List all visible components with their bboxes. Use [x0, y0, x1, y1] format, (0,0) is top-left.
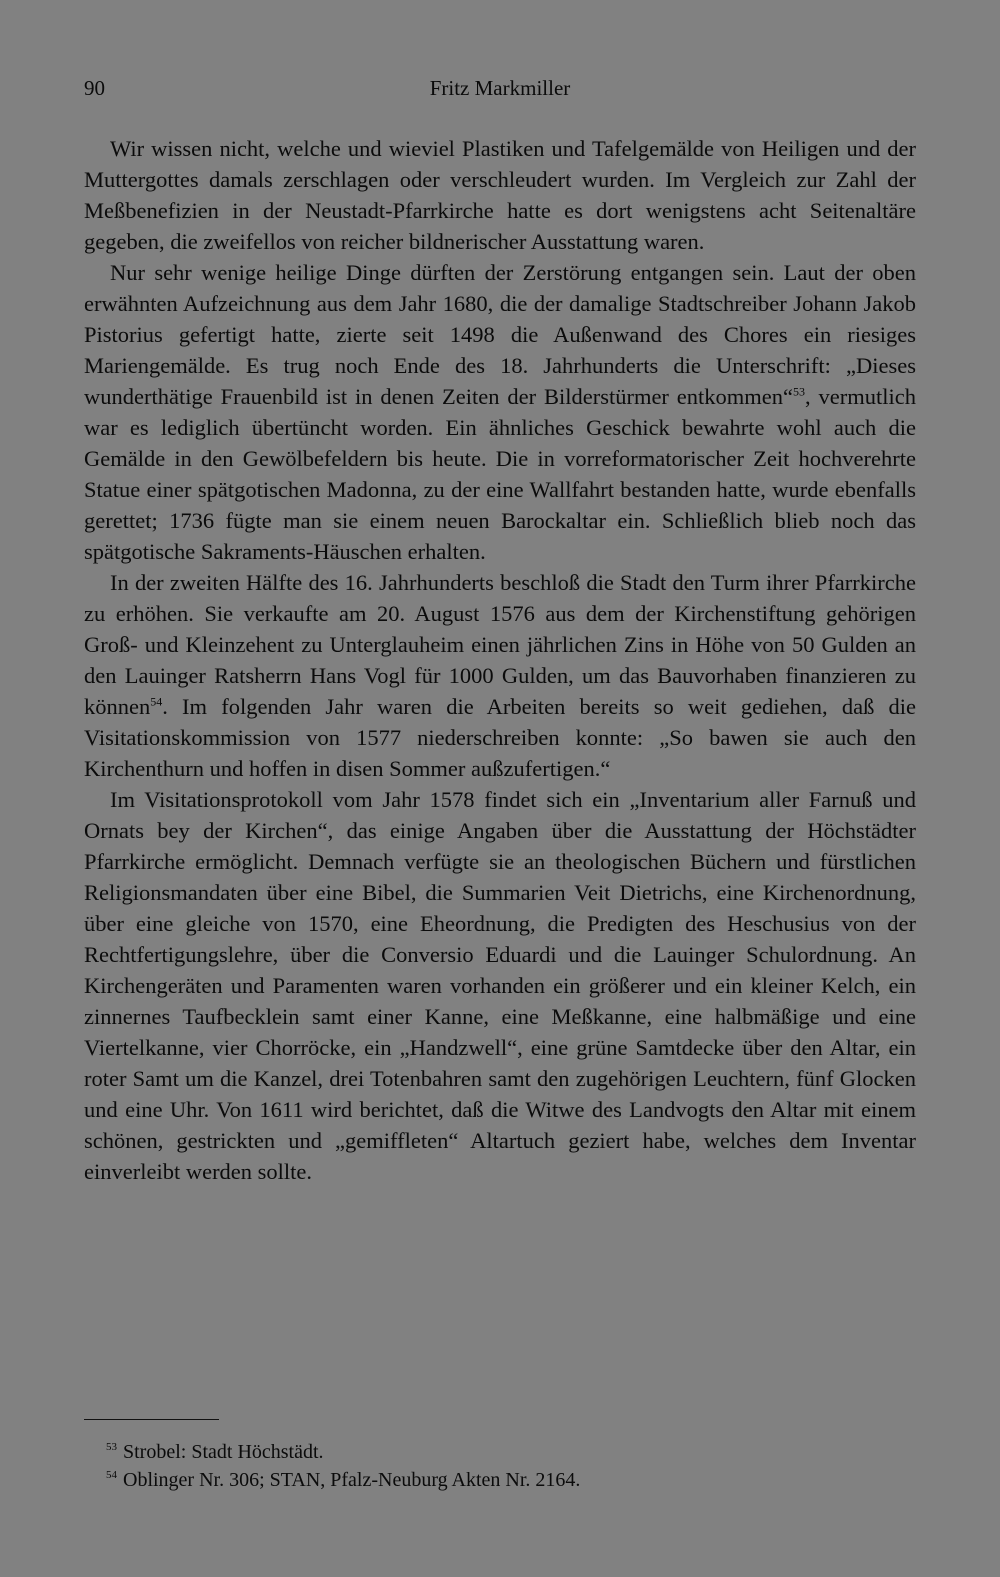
paragraph-2	[84, 257, 916, 567]
footnote-54	[106, 1466, 906, 1494]
paragraph-1: Wir wissen nicht, welche und wieviel Plastiken und Tafelgemälde von Heiligen und der Muttergottes damals zerschlagen oder verschleudert wurden. Im Vergleich zur Zahl der Meßbenefizien in der Neustadt-Pfarrkirche hatte es dort wenigstens acht Seitenaltäre gegeben, die zweifellos von reicher bildnerischer Ausstattung waren.	[84, 136, 916, 254]
footnote-mark: 54	[106, 1469, 117, 1482]
page-header	[84, 76, 916, 106]
footnote-separator	[84, 1419, 219, 1420]
footnote-text: Strobel: Stadt Höchstädt.	[123, 1441, 324, 1463]
body-text	[84, 133, 916, 1187]
page-number: 90	[84, 76, 105, 100]
footnote-ref-53: 53	[793, 384, 806, 399]
paragraph-2-text-a: Nur sehr wenige heilige Dinge dürften der Zerstörung entgangen sein. Laut der oben erwähnten Aufzeichnung aus dem Jahr 1680, die der damalige Stadtschreiber Johann Jakob Pistorius gefertigt hatte, zierte seit 1498 die Außenwand des Chores ein riesiges Mariengemälde. Es trug noch Ende des 18. Jahrhunderts die Unterschrift: „Dieses wunderthätige Frauenbild ist in denen Zeiten der Bilderstürmer entkommen“	[84, 260, 916, 409]
paragraph-3	[84, 567, 916, 784]
running-head: Fritz Markmiller	[429, 76, 571, 100]
footnote-text: Oblinger Nr. 306; STAN, Pfalz-Neuburg Akten Nr. 2164.	[123, 1469, 581, 1491]
paragraph-3-text-b: . Im folgenden Jahr waren die Arbeiten bereits so weit gediehen, daß die Visitationskommission von 1577 niederschreiben konnte: „So bawen sie auch den Kirchenthurn und hoffen in disen Sommer außzufertigen.“	[84, 694, 916, 781]
footnote-53	[106, 1438, 906, 1466]
footnote-mark: 53	[106, 1441, 117, 1454]
footnote-ref-54: 54	[150, 694, 163, 709]
paragraph-2-text-b: , vermutlich war es lediglich übertüncht worden. Ein ähnliches Geschick bewahrte wohl auch die Gemälde in den Gewölbefeldern bis heute. Die in vorreformatorischer Zeit hochverehrte Statue einer spätgotischen Madonna, zu der eine Wallfahrt bestanden hatte, wurde ebenfalls gerettet; 1736 fügte man sie einem neuen Barockaltar ein. Schließlich blieb noch das spätgotische Sakraments-Häuschen erhalten.	[84, 384, 916, 564]
paragraph-4: Im Visitationsprotokoll vom Jahr 1578 findet sich ein „Inventarium aller Farnuß und Ornats bey der Kirchen“, das einige Angaben über die Ausstattung der Höchstädter Pfarrkirche ermöglicht. Demnach verfügte sie an theologischen Büchern und fürstlichen Religionsmandaten über eine Bibel, die Summarien Veit Dietrichs, eine Kirchenordnung, über eine gleiche von 1570, eine Eheordnung, die Predigten des Heschusius von der Rechtfertigungslehre, über die Conversio Eduardi und die Lauinger Schulordnung. An Kirchengeräten und Paramenten waren vorhanden ein größerer und ein kleiner Kelch, ein zinnernes Taufbecklein samt einer Kanne, eine Meßkanne, eine halbmäßige und eine Viertelkanne, vier Chorröcke, ein „Handzwell“, eine grüne Samtdecke über den Altar, ein roter Samt um die Kanzel, drei Totenbahren samt den zugehörigen Leuchtern, fünf Glocken und eine Uhr. Von 1611 wird berichtet, daß die Witwe des Landvogts den Altar mit einem schönen, gestrickten und „gemiffleten“ Altartuch geziert habe, welches dem Inventar einverleibt werden sollte.	[84, 787, 916, 1184]
paragraph-3-text-a: In der zweiten Hälfte des 16. Jahrhunderts beschloß die Stadt den Turm ihrer Pfarrkirche zu erhöhen. Sie verkaufte am 20. August 1576 aus dem der Kirchenstiftung gehörigen Groß- und Kleinzehent zu Unterglauheim einen jährlichen Zins in Höhe von 50 Gulden an den Lauinger Ratsherrn Hans Vogl für 1000 Gulden, um das Bauvorhaben finanzieren zu können	[84, 570, 916, 719]
footnotes	[106, 1438, 906, 1494]
